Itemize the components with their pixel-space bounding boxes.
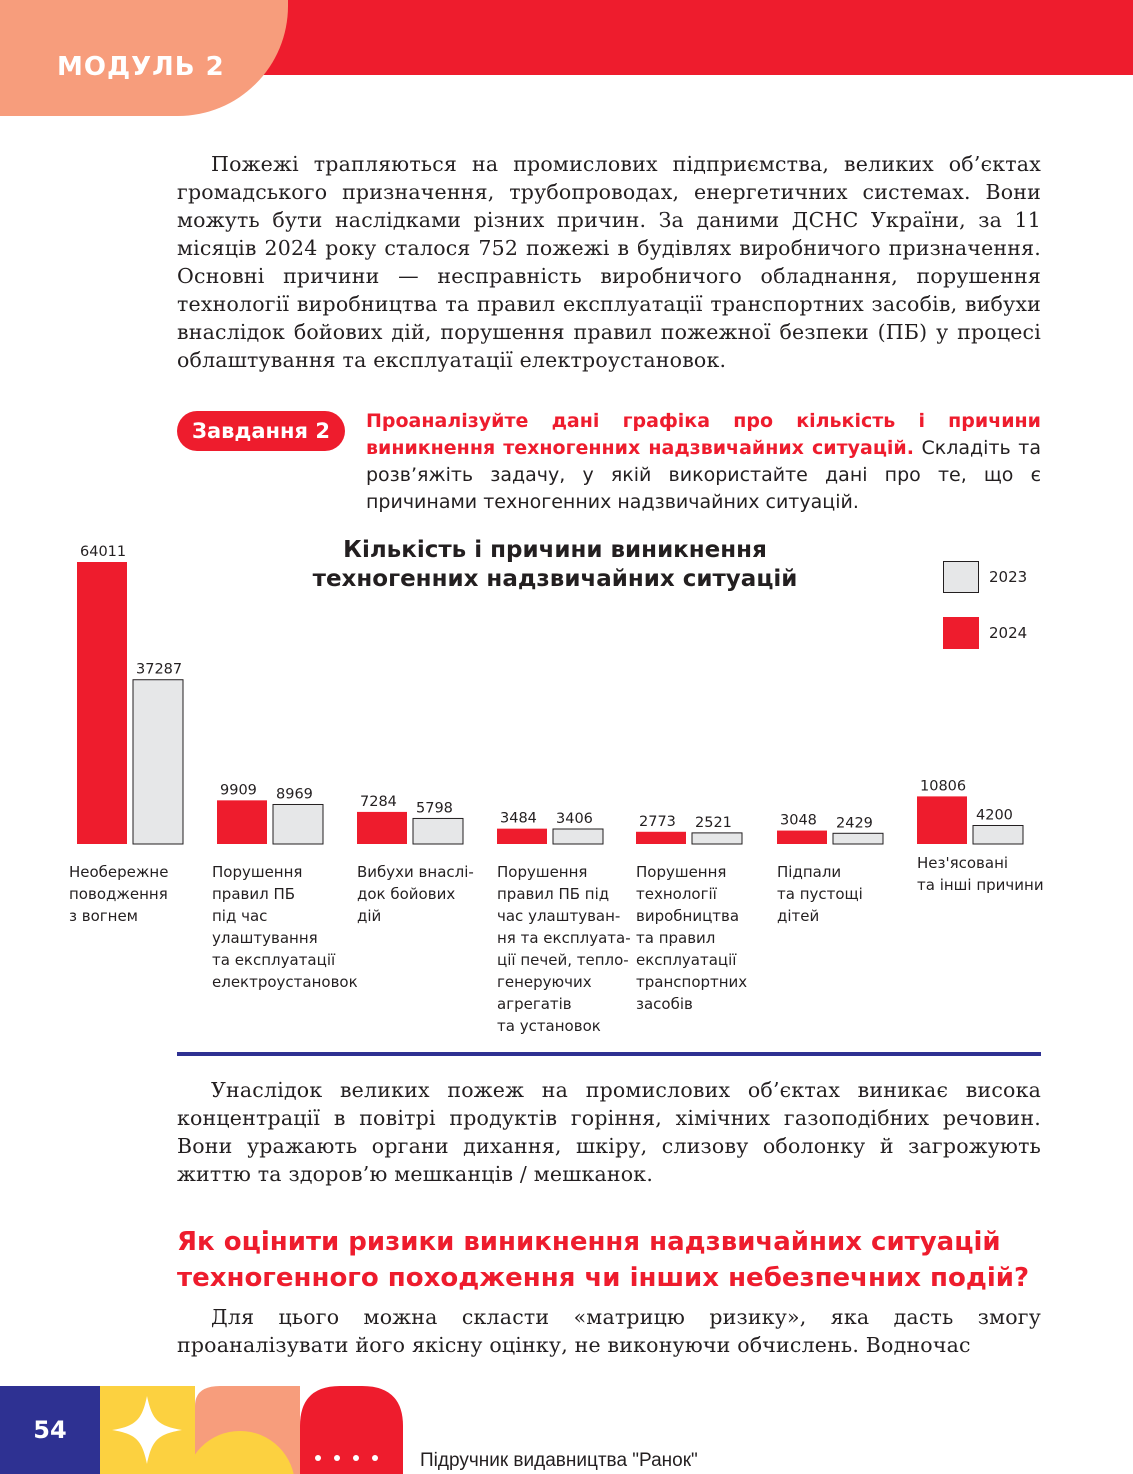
dot-icon: [353, 1455, 359, 1461]
bar-value-label: 64011: [80, 544, 127, 560]
module-label: МОДУЛЬ 2: [57, 52, 225, 82]
bar-2023-0: [133, 680, 183, 844]
bar-2023-1: [273, 804, 323, 844]
footer-decoration: [100, 1386, 410, 1474]
legend-label-2024: 2024: [989, 624, 1028, 642]
category-label: Порушення технології виробництва та правил експлуатації транспортних засобів: [636, 863, 748, 1013]
bar-value-label: 4200: [976, 807, 1013, 824]
module-tab: [0, 0, 288, 116]
divider: [177, 1052, 1041, 1056]
category-label: Нез'ясовані та інші причини: [917, 854, 1044, 894]
bar-2024-6: [917, 796, 967, 844]
bar-value-label: 37287: [136, 661, 183, 678]
task-text: [366, 408, 1041, 516]
bar-value-label: 10806: [920, 778, 967, 795]
bar-value-label: 2773: [639, 813, 676, 830]
bar-value-label: 8969: [276, 786, 313, 803]
bar-2024-2: [357, 812, 407, 844]
chart-title-line-2: техногенних надзвичайних ситуацій: [312, 566, 798, 592]
publisher-text: Підручник видавництва "Ранок": [420, 1450, 698, 1471]
bar-2024-1: [217, 800, 267, 844]
bar-value-label: 9909: [220, 782, 257, 799]
legend-label-2023: 2023: [989, 568, 1028, 586]
bar-2024-4: [636, 832, 686, 844]
bar-value-label: 3484: [500, 810, 537, 827]
bar-2023-3: [553, 829, 603, 844]
paragraph-2: Унаслідок великих пожеж на промислових об’єктах виникає висока концентрації в повітрі продуктів горіння, хімічних газоподібних речовин. Вони уражають органи дихання, шкіру, слизову оболонку й загрожують життю та здоров’ю мешканців / мешканок.: [177, 1078, 1041, 1186]
page-number: 54: [0, 1386, 100, 1474]
bar-value-label: 2521: [695, 814, 732, 831]
task-rest: Складіть та розв’яжіть задачу, у якій використайте дані про те, що є причинами техногенних надзвичайних ситуацій.: [366, 437, 1041, 513]
bar-value-label: 2429: [836, 815, 873, 832]
intro-paragraph: Пожежі трапляються на промислових підприємства, великих об’єктах громадського призначення, трубопроводах, енергетичних системах. Вони можуть бути наслідками різних причин. За даними ДСНС України, за 11 місяців 2024 року сталося 752 пожежі в будівлях виробничого призначення. Основні причини — несправність виробничого обладнання, порушення технології виробництва та правил експлуатації транспортних засобів, вибухи внаслідок бойових дій, порушення правил пожежної безпеки (ПБ) у процесі облаштування та експлуатації електроустановок.: [177, 152, 1041, 372]
paragraph-3: Для цього можна скласти «матрицю ризику», яка дасть змогу проаналізувати його якісну оцінку, не виконуючи обчислень. Водночас: [177, 1305, 1041, 1357]
dot-icon: [372, 1455, 378, 1461]
category-label: Порушення правил ПБ під час улаштуван- ня та експлуата- ції печей, тепло- генеруючих агрегатів та установок: [497, 863, 631, 1035]
category-label: Порушення правил ПБ під час улаштування та експлуатації електроустановок: [212, 863, 358, 991]
bar-2023-5: [833, 833, 883, 844]
chart-title-line-1: Кількість і причини виникнення: [343, 537, 767, 563]
bar-2023-6: [973, 825, 1023, 844]
category-label: Необережне поводження з вогнем: [69, 863, 169, 925]
bar-value-label: 3048: [780, 812, 817, 829]
dot-icon: [334, 1455, 340, 1461]
dot-icon: [315, 1455, 321, 1461]
bar-2023-2: [413, 818, 463, 844]
section-heading: Як оцінити ризики виникнення надзвичайних ситуацій техногенного походження чи інших небезпечних подій?: [177, 1227, 1030, 1293]
footer-red-block: [300, 1386, 403, 1474]
task-badge: Завдання 2: [177, 411, 345, 451]
category-label: Підпали та пустощі дітей: [777, 863, 863, 925]
category-label: Вибухи внаслі- док бойових дій: [357, 863, 474, 925]
bar-2024-3: [497, 829, 547, 844]
bar-2024-5: [777, 831, 827, 844]
bar-value-label: 3406: [556, 810, 593, 827]
bar-chart: [0, 530, 1133, 850]
bar-value-label: 7284: [360, 793, 397, 810]
task-highlight: Проаналізуйте дані графіка про кількість і причини виникнення техногенних надзвичайних ситуацій.: [366, 410, 1041, 459]
bar-value-label: 5798: [416, 800, 453, 817]
bar-2023-4: [692, 833, 742, 844]
bar-2024-0: [77, 562, 127, 844]
